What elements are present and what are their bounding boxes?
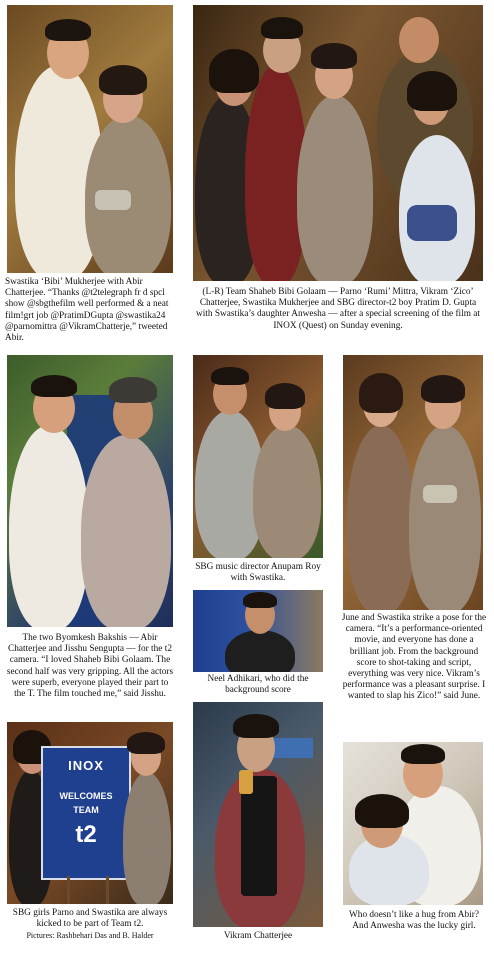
photo-credit: Pictures: Rashbehari Das and B. Halder [26, 931, 154, 940]
caption-sbg-girls: SBG girls Parno and Swastika are always kicked to be part of Team t2. [12, 908, 168, 930]
hair-anwesha [407, 71, 457, 111]
figure-swastika-5 [123, 772, 171, 904]
vikram-tshirt [241, 776, 277, 896]
hair-swastika-2 [311, 43, 357, 69]
caption-vikram: Vikram Chatterjee [223, 931, 293, 941]
board-t2-text: t2 [75, 821, 97, 848]
caption-neel: Neel Adhikari, who did the background score [207, 674, 309, 696]
photo-abir-anwesha [343, 742, 483, 905]
photo-abir-jisshu [7, 355, 173, 627]
figure-june [347, 425, 415, 610]
photo-team-group [193, 5, 483, 281]
board-welcomes-text: WELCOMES [59, 791, 113, 801]
photo-neel [193, 590, 323, 672]
beanie-jisshu [109, 377, 157, 403]
figure-swastika-3 [253, 425, 321, 558]
hair-anwesha-2 [355, 794, 409, 828]
caption-abir-jisshu: The two Byomkesh Bakshis — Abir Chatterjee and Jisshu Sengupta — for the t2 camera. “I loved Shaheb Bibi Golaam. The second half was very gripping. All the actors were superb, everyone played their part to the T. The film touched me,” said Jisshu. [6, 633, 174, 700]
hair-swastika-5 [127, 732, 165, 754]
board-team-text: TEAM [73, 805, 99, 815]
hair-swastika-4 [421, 375, 465, 403]
inox-welcome-board [41, 746, 131, 880]
hair-neel [243, 592, 277, 608]
figure-neel [225, 630, 295, 672]
caption-team-group: (L-R) Team Shaheb Bibi Golaam — Parno ‘Rumi’ Mittra, Vikram ‘Zico’ Chatterjee, Swastika Mukherjee and SBG director-t2 boy Pratim D. Gupta with Swastika’s daughter Anwesha — after a special screening of the film at INOX (Quest) on Sunday evening. [196, 287, 480, 331]
hair-vikram [261, 17, 303, 39]
hair-vikram-2 [233, 714, 279, 738]
hair-abir-3 [401, 744, 445, 764]
background-screen [273, 738, 313, 758]
figure-jisshu [81, 435, 171, 627]
caption-abir-anwesha: Who doesn’t like a hug from Abir? And Anwesha was the lucky girl. [349, 910, 479, 932]
hair-swastika [99, 65, 147, 95]
board-easel [67, 876, 109, 904]
caption-abir-swastika: Swastika ‘Bibi’ Mukherjee with Abir Chatterjee. “Thanks @t2telegraph fr d spcl show @sbgthefilm well performed & a neat film!grt job @PratimDGupta @swastika24 @parnomittra @VikramChatterje,” tweeted Abir. [5, 277, 169, 344]
hair-parno [209, 49, 259, 93]
clutch-bag-2 [423, 485, 457, 503]
board-inox-text: INOX [68, 758, 104, 773]
photo-vikram [193, 702, 323, 927]
caption-anupam-swastika: SBG music director Anupam Roy with Swastika. [195, 562, 321, 584]
figure-swastika-saree [297, 95, 373, 281]
clutch-bag [95, 190, 131, 210]
hair-abir-2 [31, 375, 77, 397]
figure-abir-2 [9, 425, 89, 627]
photo-abir-swastika [7, 5, 173, 273]
photo-anupam-swastika [193, 355, 323, 558]
tie-dye-pattern [407, 205, 457, 241]
drink-cup [239, 770, 253, 794]
caption-june-swastika: June and Swastika strike a pose for the camera. “It’s a performance-oriented movie, and everyone has done a brilliant job. From the background score to shot-taking and script, everything was very nice. Vikram’s performance was a pleasant surprise. I wanted to slap his Zico!” said June. [341, 613, 487, 702]
photo-june-swastika [343, 355, 483, 610]
head-pratim [399, 17, 439, 63]
photo-sbg-girls [7, 722, 173, 904]
hair-abir [45, 19, 91, 41]
hair-june [359, 373, 403, 413]
hair-swastika-3 [265, 383, 305, 409]
hair-anupam [211, 367, 249, 385]
figure-swastika-4 [409, 425, 481, 610]
